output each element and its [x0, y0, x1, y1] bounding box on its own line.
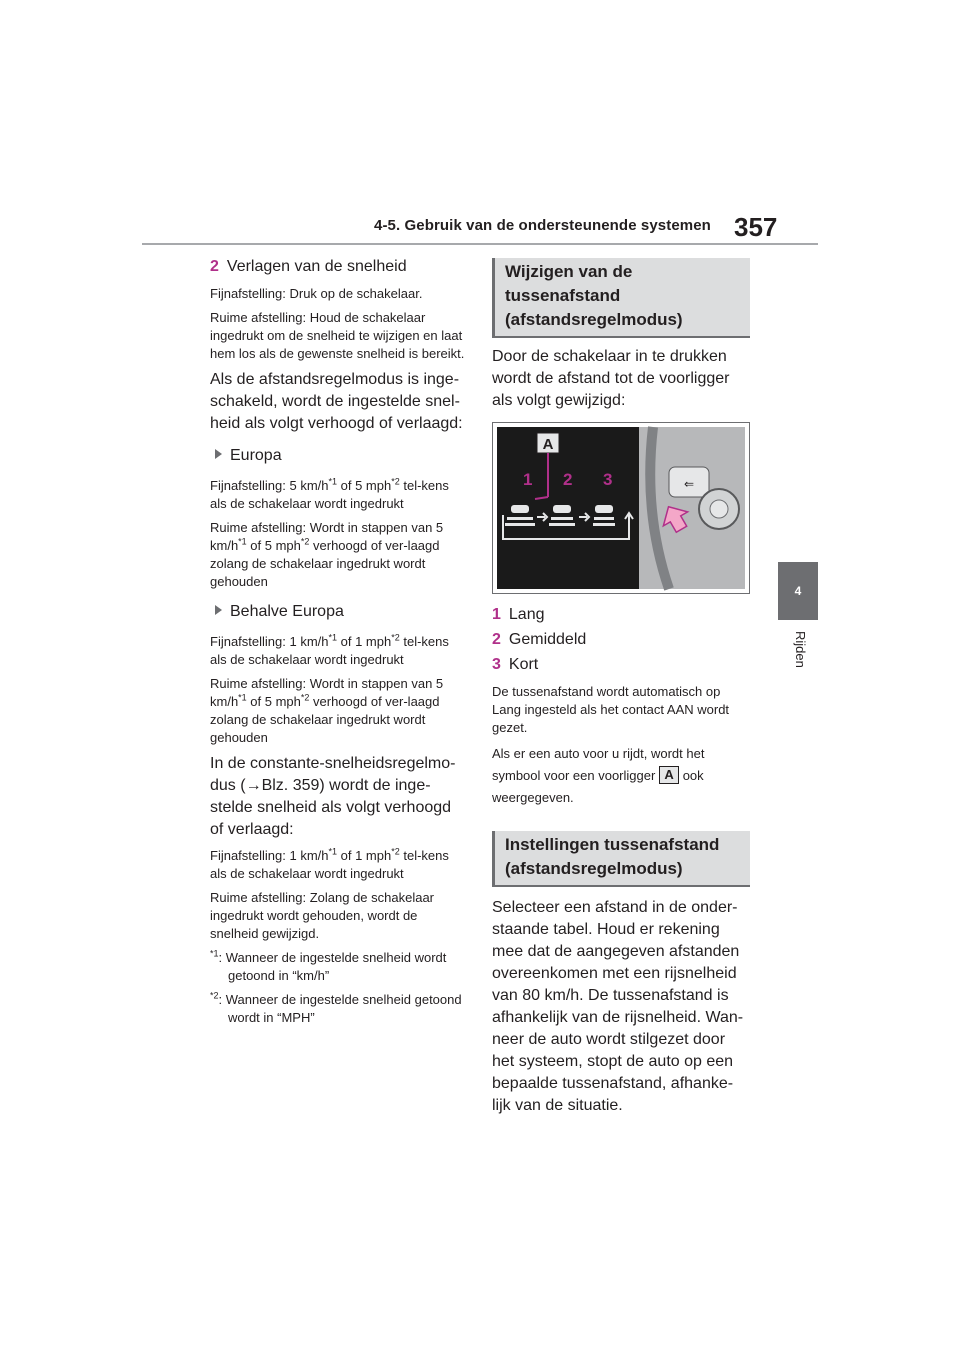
- coarse-adjust-text: Ruime afstelling: Houd de schakelaar ingedrukt om de snelheid te wijzigen en laat hem los als de gewenste snelheid is bereikt.: [210, 310, 465, 361]
- chapter-label: Rijden: [793, 631, 808, 668]
- constant-fine-text: Fijnafstelling: 1 $km/h^{*1}$ of 1 mph$^{*2}$ tel-kens als de schakelaar wordt ingedrukt: [210, 846, 449, 881]
- footnote-2: $^{*2}$: Wanneer de ingestelde snelheid getoond wordt in “MPH”: [210, 990, 462, 1025]
- footnote-1: $^{*1}$: Wanneer de ingestelde snelheid wordt getoond in “km/h”: [210, 948, 447, 983]
- figure-label-a: A: [542, 436, 554, 453]
- europe-fine-text: Fijnafstelling: 5 $km/h^{*1}$ of 5 mph$^{*2}$ tel-kens als de schakelaar wordt ingedrukt: [210, 476, 449, 511]
- page-number: 357: [734, 212, 778, 242]
- label-a-badge: A: [659, 766, 678, 784]
- distance-mode-paragraph: Als de afstandsregelmodus is inge-schakeld, wordt de ingestelde snel-heid als volgt verhoogd of verlaagd:: [210, 371, 463, 432]
- section-heading-distance: Wijzigen van de tussenafstand (afstandsregelmodus): [492, 258, 750, 338]
- wheel-button-center: [710, 500, 728, 518]
- distance-switch-figure: [492, 422, 750, 594]
- constant-coarse-text: Ruime afstelling: Zolang de schakelaar ingedrukt wordt gehouden, wordt de snelheid gewijzigd.: [210, 890, 435, 941]
- chapter-tab: 4: [778, 562, 818, 620]
- left-column: [210, 254, 466, 1033]
- figure-num-2: 2: [563, 470, 573, 489]
- constant-speed-paragraph: In de constante-snelheidsregelmo-dus (→Blz. 359) wordt de inge-stelde snelheid als volgt verhoogd of verlaagd:: [210, 755, 456, 838]
- switch-icon: ⇐: [683, 477, 695, 491]
- figure-num-1: 1: [523, 470, 533, 489]
- non-europe-coarse-text: Ruime afstelling: Wordt in stappen van 5 $km/h^{*1}$ of 5 mph$^{*2}$ verhoogd of ver-laagd zolang de schakelaar ingedrukt wordt gehouden: [210, 676, 444, 745]
- step-2: [210, 254, 466, 279]
- illustration: [493, 423, 749, 593]
- non-europe-fine-text: Fijnafstelling: 1 $km/h^{*1}$ of 1 mph$^{*2}$ tel-kens als de schakelaar wordt ingedrukt: [210, 632, 449, 667]
- right-column: [492, 258, 750, 1123]
- header-rule: [142, 243, 818, 245]
- distance-intro: Door de schakelaar in te drukken wordt de afstand tot de voorligger als volgt gewijzigd:: [492, 348, 730, 409]
- triangle-bullet-icon: [215, 449, 222, 459]
- triangle-bullet-icon: [215, 605, 222, 615]
- legend-item-1: 1 Lang: [492, 606, 545, 623]
- fine-adjust-text: Fijnafstelling: Druk op de schakelaar.: [210, 286, 423, 301]
- subhead-europe: Europa: [210, 445, 466, 467]
- section-title: 4-5. Gebruik van de ondersteunende systemen: [374, 217, 711, 234]
- legend-item-2: 2 Gemiddeld: [492, 631, 587, 648]
- figure-num-3: 3: [603, 470, 613, 489]
- preceding-vehicle-note: Als er een auto voor u rijdt, wordt het symbool voor een voorligger A ook weergegeven.: [492, 746, 705, 805]
- europe-coarse-text: Ruime afstelling: Wordt in stappen van 5 $km/h^{*1}$ of 5 mph$^{*2}$ verhoogd of ver-laagd zolang de schakelaar ingedrukt wordt gehouden: [210, 520, 444, 589]
- legend-item-3: 3 Kort: [492, 656, 539, 673]
- section-heading-settings: Instellingen tussenafstand (afstandsregelmodus): [492, 831, 750, 887]
- subhead-non-europe: Behalve Europa: [210, 601, 466, 623]
- auto-long-note: De tussenafstand wordt automatisch op Lang ingesteld als het contact AAN wordt gezet.: [492, 684, 730, 735]
- settings-paragraph: Selecteer een afstand in de onder-staande tabel. Houd er rekening mee dat de aangegeven afstanden overeenkomen met een rijsnelheid van 80 km/h. De tussenafstand is afhankelijk van de rijsnelheid. Wan-neer de auto wordt stilgezet door het systeem, stopt de auto op een bepaalde tussenafstand, afhanke-lijk van de situatie.: [492, 899, 744, 1114]
- step-number: 2: [210, 258, 219, 275]
- step-label: Verlagen van de snelheid: [226, 258, 407, 275]
